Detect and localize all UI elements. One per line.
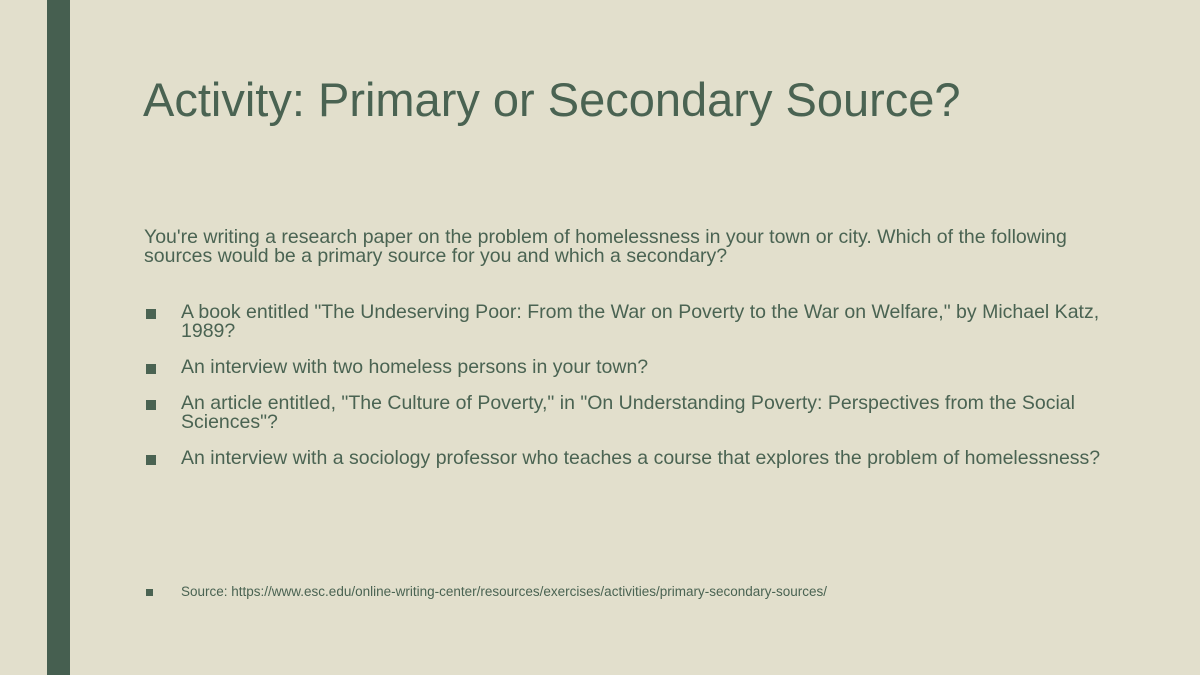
list-item bbox=[144, 358, 1104, 377]
accent-bar bbox=[47, 0, 70, 675]
list-item-text: An article entitled, "The Culture of Poverty," in "On Understanding Poverty: Perspectives from the Social Sciences"? bbox=[181, 392, 1075, 433]
list-item bbox=[144, 394, 1104, 432]
bullet-square-icon bbox=[146, 309, 156, 319]
source-list bbox=[144, 303, 1104, 485]
list-item bbox=[144, 303, 1104, 341]
bullet-square-icon bbox=[146, 400, 156, 410]
list-item-text: An interview with a sociology professor who teaches a course that explores the problem of homelessness? bbox=[181, 447, 1101, 469]
list-item-text: A book entitled "The Undeserving Poor: From the War on Poverty to the War on Welfare," by Michael Katz, 1989? bbox=[181, 301, 1100, 342]
slide-title: Activity: Primary or Secondary Source? bbox=[143, 73, 961, 126]
bullet-square-icon bbox=[146, 455, 156, 465]
list-item-text: An interview with two homeless persons in your town? bbox=[181, 356, 649, 378]
bullet-square-icon bbox=[146, 364, 156, 374]
source-citation bbox=[144, 584, 827, 600]
list-item bbox=[144, 449, 1104, 468]
intro-paragraph: You're writing a research paper on the problem of homelessness in your town or city. Which of the following sources would be a primary source for you and which a secondary? bbox=[144, 226, 1067, 267]
bullet-square-icon bbox=[146, 589, 153, 596]
source-text: Source: https://www.esc.edu/online-writing-center/resources/exercises/activities/primary-secondary-sources/ bbox=[181, 584, 827, 599]
